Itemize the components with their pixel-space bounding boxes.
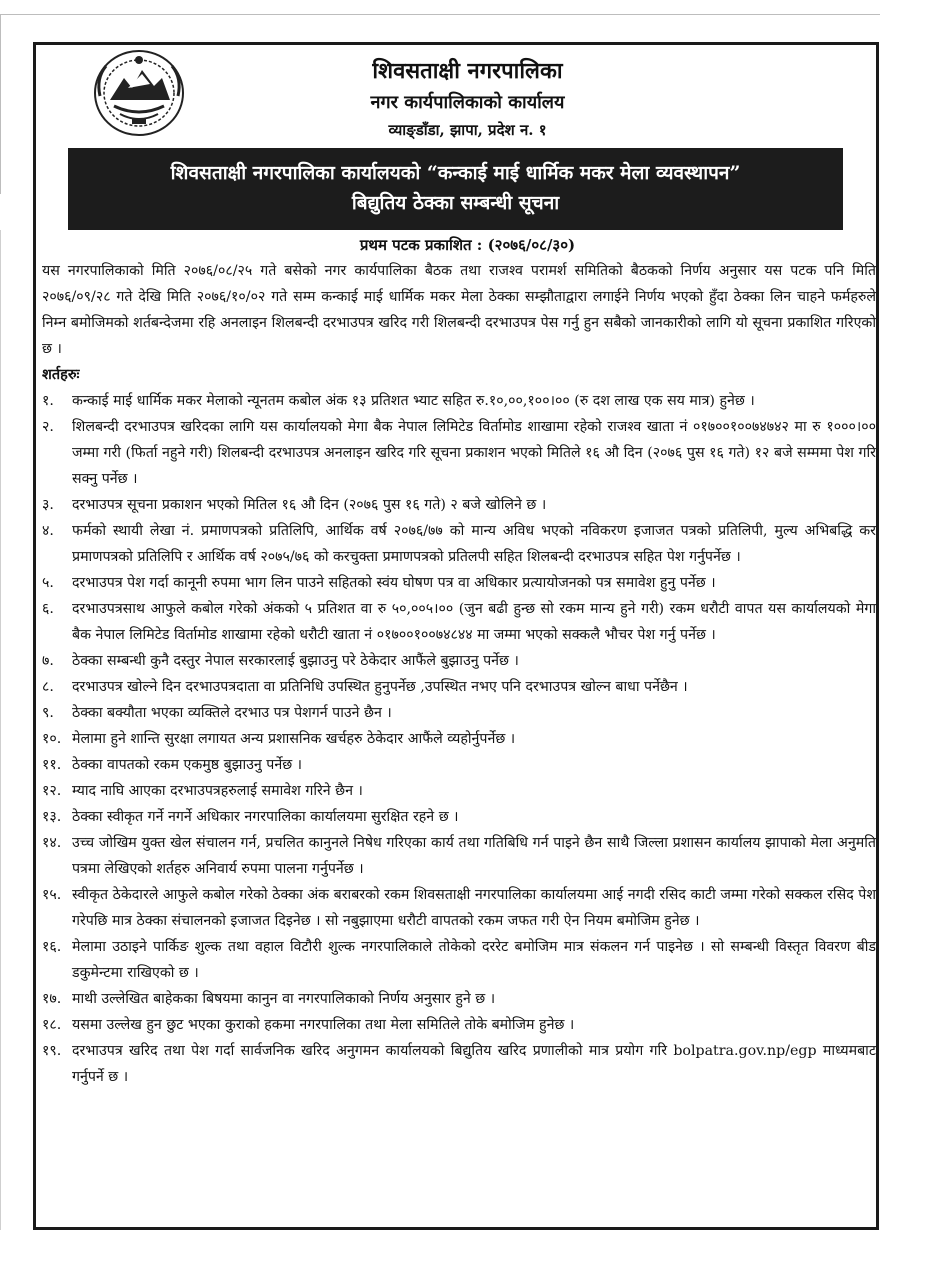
- list-item: [42, 492, 876, 518]
- term-number: १.: [42, 393, 54, 409]
- term-text: यसमा उल्लेख हुन छुट भएका कुराको हकमा नगरपालिका तथा मेला समितिले तोके बमोजिम हुनेछ ।: [72, 1017, 575, 1033]
- term-text: दरभाउपत्र खोल्ने दिन दरभाउपत्रदाता वा प्रतिनिधि उपस्थित हुनुपर्नेछ ,उपस्थित नभए पनि दरभाउपत्र खोल्न बाधा पर्नेछैन ।: [72, 679, 688, 695]
- list-item: [42, 414, 876, 492]
- term-number: ४.: [42, 523, 54, 539]
- term-text: उच्च जोखिम युक्त खेल संचालन गर्न, प्रचलित कानुनले निषेध गरिएका कार्य तथा गतिबिधि गर्न पाइने छैन साथै जिल्ला प्रशासन कार्यालय झापाको मेला अनुमति पत्रमा लेखिएको शर्तहरु अनिवार्य रुपमा पालना गर्नुपर्नेछ ।: [72, 835, 876, 877]
- term-number: १७.: [42, 991, 62, 1007]
- term-number: ८.: [42, 679, 54, 695]
- scan-edge-left-lower: [0, 230, 1, 1230]
- term-number: १५.: [42, 887, 62, 903]
- list-item: [42, 830, 876, 882]
- term-number: १९.: [42, 1043, 62, 1059]
- list-item: [42, 804, 876, 830]
- list-item: [42, 778, 876, 804]
- term-text: माथी उल्लेखित बाहेकका बिषयमा कानुन वा नगरपालिकाको निर्णय अनुसार हुने छ ।: [72, 991, 496, 1007]
- term-number: ५.: [42, 575, 54, 591]
- list-item: [42, 518, 876, 570]
- list-item: [42, 596, 876, 648]
- term-number: १३.: [42, 809, 62, 825]
- term-text: मेलामा हुने शान्ति सुरक्षा लगायत अन्य प्रशासनिक खर्चहरु ठेकेदार आफैंले व्यहोर्नुपर्नेछ ।: [72, 731, 516, 747]
- intro-paragraph: यस नगरपालिकाको मिति २०७६/०८/२५ गते बसेको नगर कार्यपालिका बैठक तथा राजश्व परामर्श समितिको बैठकको निर्णय अनुसार यस पटक पनि मिति २०७६/०९/२८ गते देखि मिति २०७६/१०/०२ गते सम्म कन्काई माई धार्मिक मकर मेला ठेक्का सम्झौताद्वारा लगाईने निर्णय भएको हुँदा ठेक्का लिन चाहने फर्महरुले निम्न बमोजिमको शर्तबन्देजमा रहि अनलाइन शिलबन्दी दरभाउपत्र खरिद गरी शिलबन्दी दरभाउपत्र पेस गर्नु हुन सबैको जानकारीको लागि यो सूचना प्रकाशित गरिएको छ ।: [42, 263, 876, 357]
- terms-heading: शर्तहरुः: [42, 366, 80, 383]
- term-number: १८.: [42, 1017, 62, 1033]
- list-item: [42, 570, 876, 596]
- terms-list: [42, 388, 876, 1090]
- notice-banner: [68, 148, 843, 230]
- term-text: म्याद नाघि आएका दरभाउपत्रहरुलाई समावेश गरिने छैन ।: [72, 783, 363, 799]
- banner-line-1: शिवसताक्षी नगरपालिका कार्यालयको “कन्काई माई धार्मिक मकर मेला व्यवस्थापन”: [170, 162, 741, 184]
- term-number: ९.: [42, 705, 54, 721]
- list-item: [42, 882, 876, 934]
- term-text: फर्मको स्थायी लेखा नं. प्रमाणपत्रको प्रतिलिपि, आर्थिक वर्ष २०७६/७७ को मान्य अविध भएको नविकरण इजाजत पत्रको प्रतिलिपी, मुल्य अभिबद्धि कर प्रमाणपत्रको प्रतिलिपि र आर्थिक वर्ष २०७५/७६ को करचुक्ता प्रमाणपत्रको प्रतिलपी सहित शिलबन्दी दरभाउपत्र सहित पेश गर्नुपर्नेछ ।: [72, 523, 876, 565]
- scan-edge-top: [0, 14, 880, 15]
- banner-line-2: बिद्युतिय ठेक्का सम्बन्धी सूचना: [351, 192, 560, 214]
- org-name: शिवसताक्षी नगरपालिका: [372, 58, 563, 84]
- term-text: ठेक्का बक्यौता भएका व्यक्तिले दरभाउ पत्र पेशगर्न पाउने छैन ।: [72, 705, 392, 721]
- term-text: शिलबन्दी दरभाउपत्र खरिदका लागि यस कार्यालयको मेगा बैक नेपाल लिमिटेड विर्तामोड शाखामा रहेको राजश्व खाता नं ०१७००१००७४७४२ मा रु १०००।०० जम्मा गरी (फिर्ता नहुने गरी) शिलबन्दी दरभाउपत्र अनलाइन खरिद गरि सूचना प्रकाशन भएको मितिले १६ औ दिन (२०७६ पुस १६ गते) १२ बजे सम्ममा पेश गरि सक्नु पर्नेछ ।: [72, 419, 876, 487]
- term-number: ७.: [42, 653, 54, 669]
- list-item: [42, 674, 876, 700]
- publish-date: प्रथम पटक प्रकाशित : (२०७६/०८/३०): [359, 236, 576, 254]
- term-text: मेलामा उठाइने पार्किङ शुल्क तथा वहाल विटौरी शुल्क नगरपालिकाले तोकेको दररेट बमोजिम मात्र संकलन गर्न पाइनेछ । सो सम्बन्धी विस्तृत विवरण बीड डकुमेन्टमा राखिएको छ ।: [72, 939, 876, 981]
- office-address: व्याङ्डाँडा, झापा, प्रदेश न. १: [388, 121, 547, 139]
- term-text: दरभाउपत्र खरिद तथा पेश गर्दा सार्वजनिक खरिद अनुगमन कार्यालयको बिद्युतिय खरिद प्रणालीको मात्र प्रयोग गरि bolpatra.gov.np/egp माध्यमबाट गर्नुपर्ने छ ।: [72, 1043, 876, 1085]
- term-number: २.: [42, 419, 54, 435]
- term-text: कन्काई माई धार्मिक मकर मेलाको न्यूनतम कबोल अंक १३ प्रतिशत भ्याट सहित रु.१०,००,१००।०० (रु दश लाख एक सय मात्र) हुनेछ ।: [72, 393, 755, 409]
- term-number: ३.: [42, 497, 54, 513]
- list-item: [42, 1012, 876, 1038]
- list-item: [42, 726, 876, 752]
- term-number: १२.: [42, 783, 62, 799]
- term-number: १०.: [42, 731, 62, 747]
- term-number: १४.: [42, 835, 62, 851]
- term-number: १६.: [42, 939, 62, 955]
- term-number: ६.: [42, 601, 54, 617]
- term-number: ११.: [42, 757, 62, 773]
- list-item: [42, 648, 876, 674]
- list-item: [42, 986, 876, 1012]
- term-text: दरभाउपत्र सूचना प्रकाशन भएको मितिल १६ औ दिन (२०७६ पुस १६ गते) २ बजे खोलिने छ ।: [72, 497, 547, 513]
- list-item: [42, 388, 876, 414]
- list-item: [42, 700, 876, 726]
- term-text: स्वीकृत ठेकेदारले आफुले कबोल गरेको ठेक्का अंक बराबरको रकम शिवसताक्षी नगरपालिका कार्यालयमा आई नगदी रसिद काटी जम्मा गरेको सक्कल रसिद पेश गरेपछि मात्र ठेक्का संचालनको इजाजत दिइनेछ । सो नबुझाएमा धरौटी वापतको रकम जफत गरी ऐन नियम बमोजिम हुनेछ ।: [72, 887, 876, 929]
- term-text: दरभाउपत्र पेश गर्दा कानूनी रुपमा भाग लिन पाउने सहितको स्वंय घोषण पत्र वा अधिकार प्रत्यायोजनको पत्र समावेश हुनु पर्नेछ ।: [72, 575, 716, 591]
- list-item: [42, 934, 876, 986]
- list-item: [42, 752, 876, 778]
- term-text: ठेक्का सम्बन्धी कुनै दस्तुर नेपाल सरकारलाई बुझाउनु परे ठेकेदार आफैंले बुझाउनु पर्नेछ ।: [72, 653, 519, 669]
- office-name: नगर कार्यपालिकाको कार्यालय: [370, 92, 565, 113]
- term-text: ठेक्का स्वीकृत गर्ने नगर्ने अधिकार नगरपालिका कार्यालयमा सुरक्षित रहने छ ।: [72, 809, 459, 825]
- term-text: ठेक्का वापतको रकम एकमुष्ठ बुझाउनु पर्नेछ ।: [72, 757, 303, 773]
- list-item: [42, 1038, 876, 1090]
- term-text: दरभाउपत्रसाथ आफुले कबोल गरेको अंकको ५ प्रतिशत वा रु ५०,००५।०० (जुन बढी हुन्छ सो रकम मान्य हुने गरी) रकम धरौटी वापत यस कार्यालयको मेगा बैक नेपाल लिमिटेड विर्तामोड शाखामा रहेको धरौटी खाता नं ०१७००१००७४८४४ मा जम्मा भएको सक्कलै भौचर पेश गर्नु पर्नेछ ।: [72, 601, 876, 643]
